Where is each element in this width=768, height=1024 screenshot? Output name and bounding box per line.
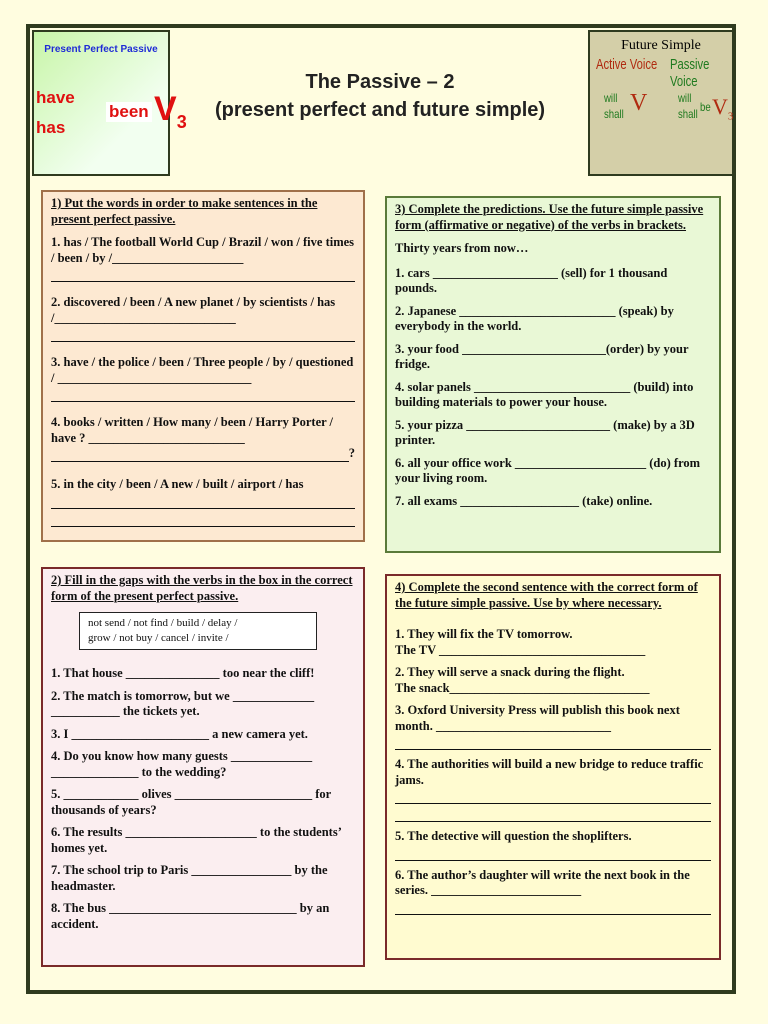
section-2-heading: 2) Fill in the gaps with the verbs in the box in the correct form of the present perfect passive. — [51, 573, 353, 603]
s2-item: 2. The match is tomorrow, but we _____________ ___________ the tickets yet. — [51, 688, 315, 718]
passive-voice-label: Passive Voice — [670, 56, 710, 90]
s3-intro: Thirty years from now… — [395, 241, 529, 255]
s2-item: 7. The school trip to Paris ________________ by the headmaster. — [51, 863, 328, 893]
been-label: been — [106, 102, 152, 122]
verb-word-box: not send / not find / build / delay / grow / not buy / cancel / invite / — [79, 612, 317, 650]
s3-item: 3. your food _______________________(order) by your fridge. — [395, 341, 689, 371]
future-simple-panel — [588, 30, 734, 176]
s1-item-3: 3. have / the police / been / Three people / by / questioned / _______________________________ — [51, 355, 355, 402]
s4-item-4: 4. The authorities will build a new bridge to reduce traffic jams. — [395, 757, 711, 822]
s1-item-4: 4. books / written / How many / been / Harry Porter / have ? _________________________ ? — [51, 415, 355, 460]
s2-item: 6. The results _____________________ to the students’ homes yet. — [51, 825, 341, 855]
passive-will-shall: will shall — [678, 91, 698, 121]
active-voice-label: Active Voice — [596, 56, 658, 73]
panel-title: Future Simple — [621, 38, 701, 53]
page-title: The Passive – 2 (present perfect and future simple) — [214, 71, 546, 121]
have-label: have — [36, 88, 75, 107]
has-label: has — [36, 118, 66, 137]
s4-item-6: 6. The author’s daughter will write the next book in the series. ________________________ — [395, 868, 711, 915]
s3-item: 2. Japanese _________________________ (speak) by everybody in the world. — [395, 303, 674, 333]
v3-label: $V_3$ — [154, 90, 187, 132]
s3-item: 5. your pizza _______________________ (make) by a 3D printer. — [395, 417, 695, 447]
section-1-box — [41, 190, 365, 542]
s2-item: 4. Do you know how many guests _____________ ______________ to the wedding? — [51, 749, 313, 779]
section-3-heading: 3) Complete the predictions. Use the future simple passive form (affirmative or negative) of the verbs in brackets. — [395, 202, 704, 232]
active-v-label: V — [630, 90, 648, 116]
s3-item: 7. all exams ___________________ (take) online. — [395, 493, 653, 508]
s4-item-1: 1. They will fix the TV tomorrow. The TV _________________________________ — [395, 627, 646, 657]
s2-item: 8. The bus ______________________________ by an accident. — [51, 901, 330, 931]
section-3-box — [385, 196, 721, 553]
s3-item: 6. all your office work _____________________ (do) from your living room. — [395, 455, 701, 485]
s2-item: 5. ____________ olives ______________________ for thousands of years? — [51, 787, 331, 817]
section-4-box — [385, 574, 721, 960]
s4-item-2: 2. They will serve a snack during the flight. The snack________________________________ — [395, 665, 650, 695]
s2-item: 3. I ______________________ a new camera yet. — [51, 726, 308, 741]
s1-item-1: 1. has / The football World Cup / Brazil / won / five times / been / by /_____________________ — [51, 235, 355, 282]
s1-item-2: 2. discovered / been / A new planet / by scientists / has /_____________________________ — [51, 295, 355, 342]
panel-title: Present Perfect Passive — [44, 44, 158, 55]
s3-item: 4. solar panels _________________________ (build) into building materials to power your house. — [395, 379, 694, 409]
s3-item: 1. cars ____________________ (sell) for 1 thousand pounds. — [395, 265, 668, 295]
section-1-heading: 1) Put the words in order to make sentences in the present perfect passive. — [51, 196, 318, 226]
section-4-heading: 4) Complete the second sentence with the correct form of the future simple passive. Use by where necessary. — [395, 580, 698, 610]
section-2-box — [41, 567, 365, 967]
s4-item-5: 5. The detective will question the shoplifters. — [395, 829, 711, 861]
be-label: be — [700, 100, 711, 114]
s2-item: 1. That house _______________ too near the cliff! — [51, 666, 315, 680]
present-perfect-passive-panel — [32, 30, 187, 176]
s1-item-5: 5. in the city / been / A new / built / airport / has — [51, 477, 355, 527]
s4-item-3: 3. Oxford University Press will publish this book next month. ____________________________ — [395, 703, 711, 750]
active-will-shall: will shall — [604, 91, 624, 121]
passive-v3-label: $V_3$ — [712, 94, 734, 123]
